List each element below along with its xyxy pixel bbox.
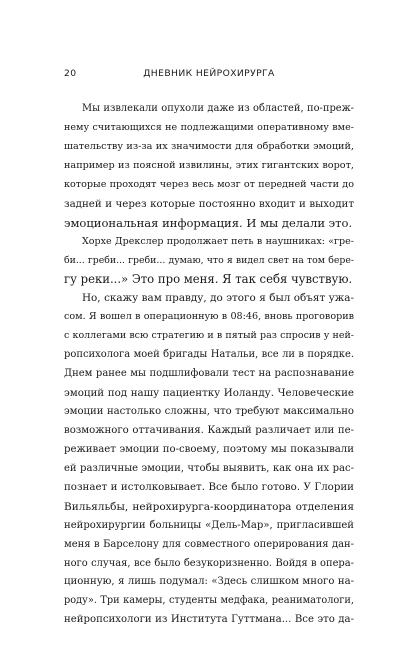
paragraph	[64, 233, 354, 290]
paragraph	[64, 100, 354, 233]
text-line: ропсихолога моей бригады Натальи, все ли в порядке.	[64, 349, 354, 361]
text-line: эмоций под нашу пациентку Иоланду. Человеческие	[64, 387, 354, 400]
text-line: Вильяльбы, нейрохирурга-координатора отделения	[64, 500, 354, 513]
text-line: роду». Три камеры, студенты медфака, реаниматологи,	[64, 595, 354, 607]
page-number: 20	[64, 68, 77, 79]
paragraph	[64, 289, 354, 630]
text-line: шательству из-за их значимости для обработки эмоций,	[64, 140, 354, 152]
text-line: ного случая, все было безукоризненно. Войдя в опера-	[64, 557, 354, 569]
text-line: Днем ранее мы подшлифовали тест на распознавание	[64, 368, 354, 380]
text-line: например из поясной извилины, этих гигантских ворот,	[64, 159, 354, 171]
text-line: реживает эмоции по-своему, поэтому мы показывали	[64, 443, 354, 455]
running-title: ДНЕВНИК НЕЙРОХИРУРГА	[143, 68, 275, 79]
text-line: нему считающихся не подлежащими оперативному вме-	[64, 121, 354, 133]
text-line: Но, скажу вам правду, до этого я был объят ужа-	[82, 292, 354, 305]
text-line: ционную, я лишь подумал: «Здесь слишком много на-	[64, 576, 354, 588]
text-line: эмоциональная информация. И мы делали это.	[64, 215, 353, 230]
text-line: ей различные эмоции, чтобы выявить, как она их рас-	[64, 462, 354, 474]
body-text	[64, 100, 354, 630]
text-line: Хорхе Дрекслер продолжает петь в наушниках: «гре-	[82, 235, 354, 247]
text-line: би... греби... греби... думаю, что я видел свет на том бере-	[64, 254, 354, 266]
text-line: нейропсихологи из Института Гуттмана... Все это да-	[64, 614, 354, 626]
text-line: познает и истолковывает. Все было готово. У Глории	[64, 481, 354, 493]
text-line: эмоции настолько сложны, что требуют максимально	[64, 406, 354, 417]
text-line: гу реки...» Это про меня. Я так себя чувствую.	[64, 272, 353, 287]
text-line: Мы извлекали опухоли даже из областей, по-преж-	[82, 103, 354, 114]
text-line: задней и через которые постоянно входит и выходит	[64, 197, 354, 210]
text-line: возможного оттачивания. Каждый различает или пе-	[64, 424, 354, 436]
page-header	[64, 68, 354, 82]
text-line: меня в Барселону для совместного оперирования дан-	[64, 538, 354, 550]
text-line: которые проходят через весь мозг от передней части до	[64, 178, 354, 190]
text-line: с коллегами всю стратегию и в пятый раз спросив у ней-	[64, 330, 354, 342]
text-line: нейрохирургии больницы «Дель-Мар», пригласившей	[64, 519, 354, 531]
text-line: сом. Я вошел в операционную в 08:46, вновь проговорив	[64, 311, 354, 323]
